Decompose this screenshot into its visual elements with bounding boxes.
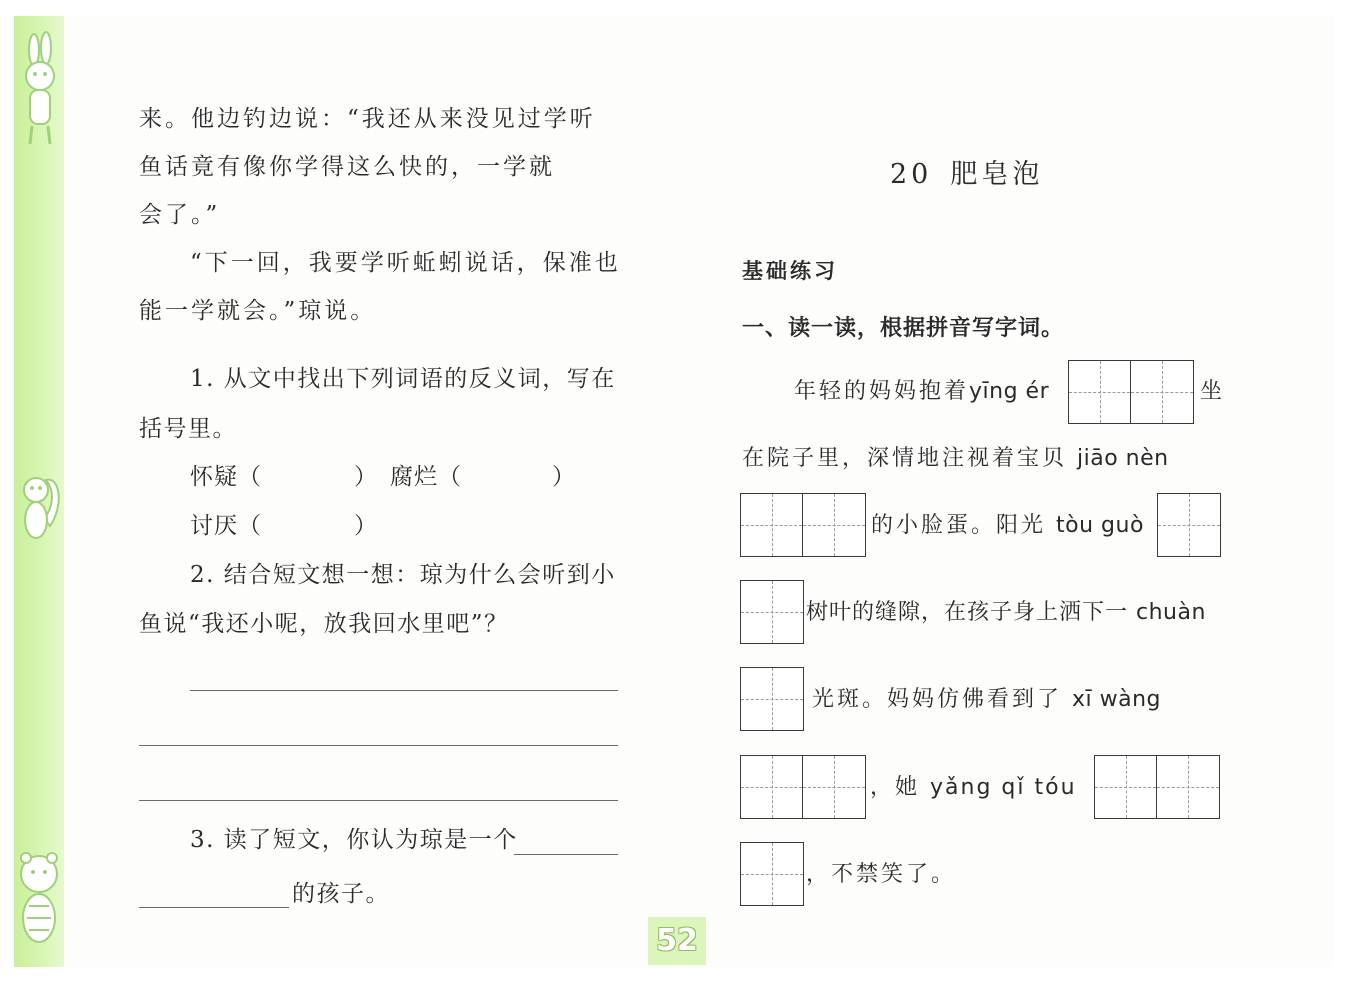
lesson-title <box>890 152 1043 191</box>
passage-line: 来。他边钓边说：“我还从来没见过学听 <box>139 106 596 132</box>
pinyin-hint: jiāo nèn <box>1077 446 1169 471</box>
exercise-text: 年轻的妈妈抱着yīng ér <box>794 379 1050 404</box>
antonym-item-label: 腐烂（ <box>390 464 462 490</box>
section-heading: 基础练习 <box>742 259 838 283</box>
question-heading: 一、读一读，根据拼音写字词。 <box>742 316 1065 341</box>
writing-grid-2[interactable] <box>1094 755 1220 819</box>
writing-grid-2[interactable] <box>740 755 866 819</box>
antonym-item-close: ） <box>354 464 380 490</box>
rabbit-icon <box>16 28 62 148</box>
antonym-item-close: ） <box>354 513 380 539</box>
pinyin-hint: tòu guò <box>1056 513 1144 538</box>
answer-blank[interactable] <box>514 854 618 855</box>
answer-line[interactable] <box>139 800 618 801</box>
exercise-text: ，她 yǎng qǐ tóu <box>870 775 1077 800</box>
exercise-text: 光斑。妈妈仿佛看到了 xī wàng <box>812 687 1162 712</box>
exercise-text: ，不禁笑了。 <box>806 862 957 887</box>
pinyin-hint: xī wàng <box>1072 687 1162 712</box>
pinyin-hint: chuàn <box>1136 600 1206 625</box>
pinyin-hint: yǎng qǐ tóu <box>930 775 1077 800</box>
question-1-prompt: 1. 从文中找出下列词语的反义词，写在 <box>190 366 616 392</box>
exercise-text: 树叶的缝隙，在孩子身上洒下一 chuàn <box>806 600 1206 625</box>
writing-grid-1[interactable] <box>1157 493 1221 557</box>
antonym-item-label: 讨厌（ <box>190 513 262 539</box>
lesson-number: 20 <box>890 159 933 190</box>
page-number: 52 <box>648 917 706 965</box>
question-1-prompt: 括号里。 <box>139 416 237 442</box>
squirrel-icon <box>16 456 62 556</box>
writing-grid-1[interactable] <box>740 580 804 644</box>
writing-grid-1[interactable] <box>740 667 804 731</box>
antonym-item-label: 怀疑（ <box>190 464 262 490</box>
question-3-prompt: 3. 读了短文，你认为琼是一个 <box>190 827 518 853</box>
question-2-prompt: 鱼说“我还小呢，放我回水里吧”？ <box>139 611 509 637</box>
exercise-text: 的小脸蛋。阳光 tòu guò <box>871 513 1144 538</box>
decorative-side-strip <box>14 16 64 967</box>
passage-line: “下一回，我要学听蚯蚓说话，保准也 <box>190 250 621 276</box>
writing-grid-2[interactable] <box>740 493 866 557</box>
tiger-icon <box>16 826 62 956</box>
exercise-text: 在院子里，深情地注视着宝贝 jiāo nèn <box>742 446 1169 471</box>
exercise-text: 坐 <box>1200 379 1226 404</box>
question-2-prompt: 2. 结合短文想一想：琼为什么会听到小 <box>190 562 616 588</box>
writing-grid-2[interactable] <box>1068 360 1194 424</box>
passage-line: 鱼话竟有像你学得这么快的，一学就 <box>139 154 555 180</box>
lesson-name: 肥皂泡 <box>950 159 1044 190</box>
passage-line: 会了。” <box>139 202 221 228</box>
answer-blank[interactable] <box>139 907 289 908</box>
writing-grid-1[interactable] <box>740 842 804 906</box>
passage-line: 能一学就会。”琼说。 <box>139 298 377 324</box>
pinyin-hint: yīng ér <box>969 379 1050 404</box>
antonym-item-close: ） <box>552 464 578 490</box>
answer-line[interactable] <box>190 690 618 691</box>
answer-line[interactable] <box>139 745 618 746</box>
question-3-prompt: 的孩子。 <box>292 881 390 907</box>
